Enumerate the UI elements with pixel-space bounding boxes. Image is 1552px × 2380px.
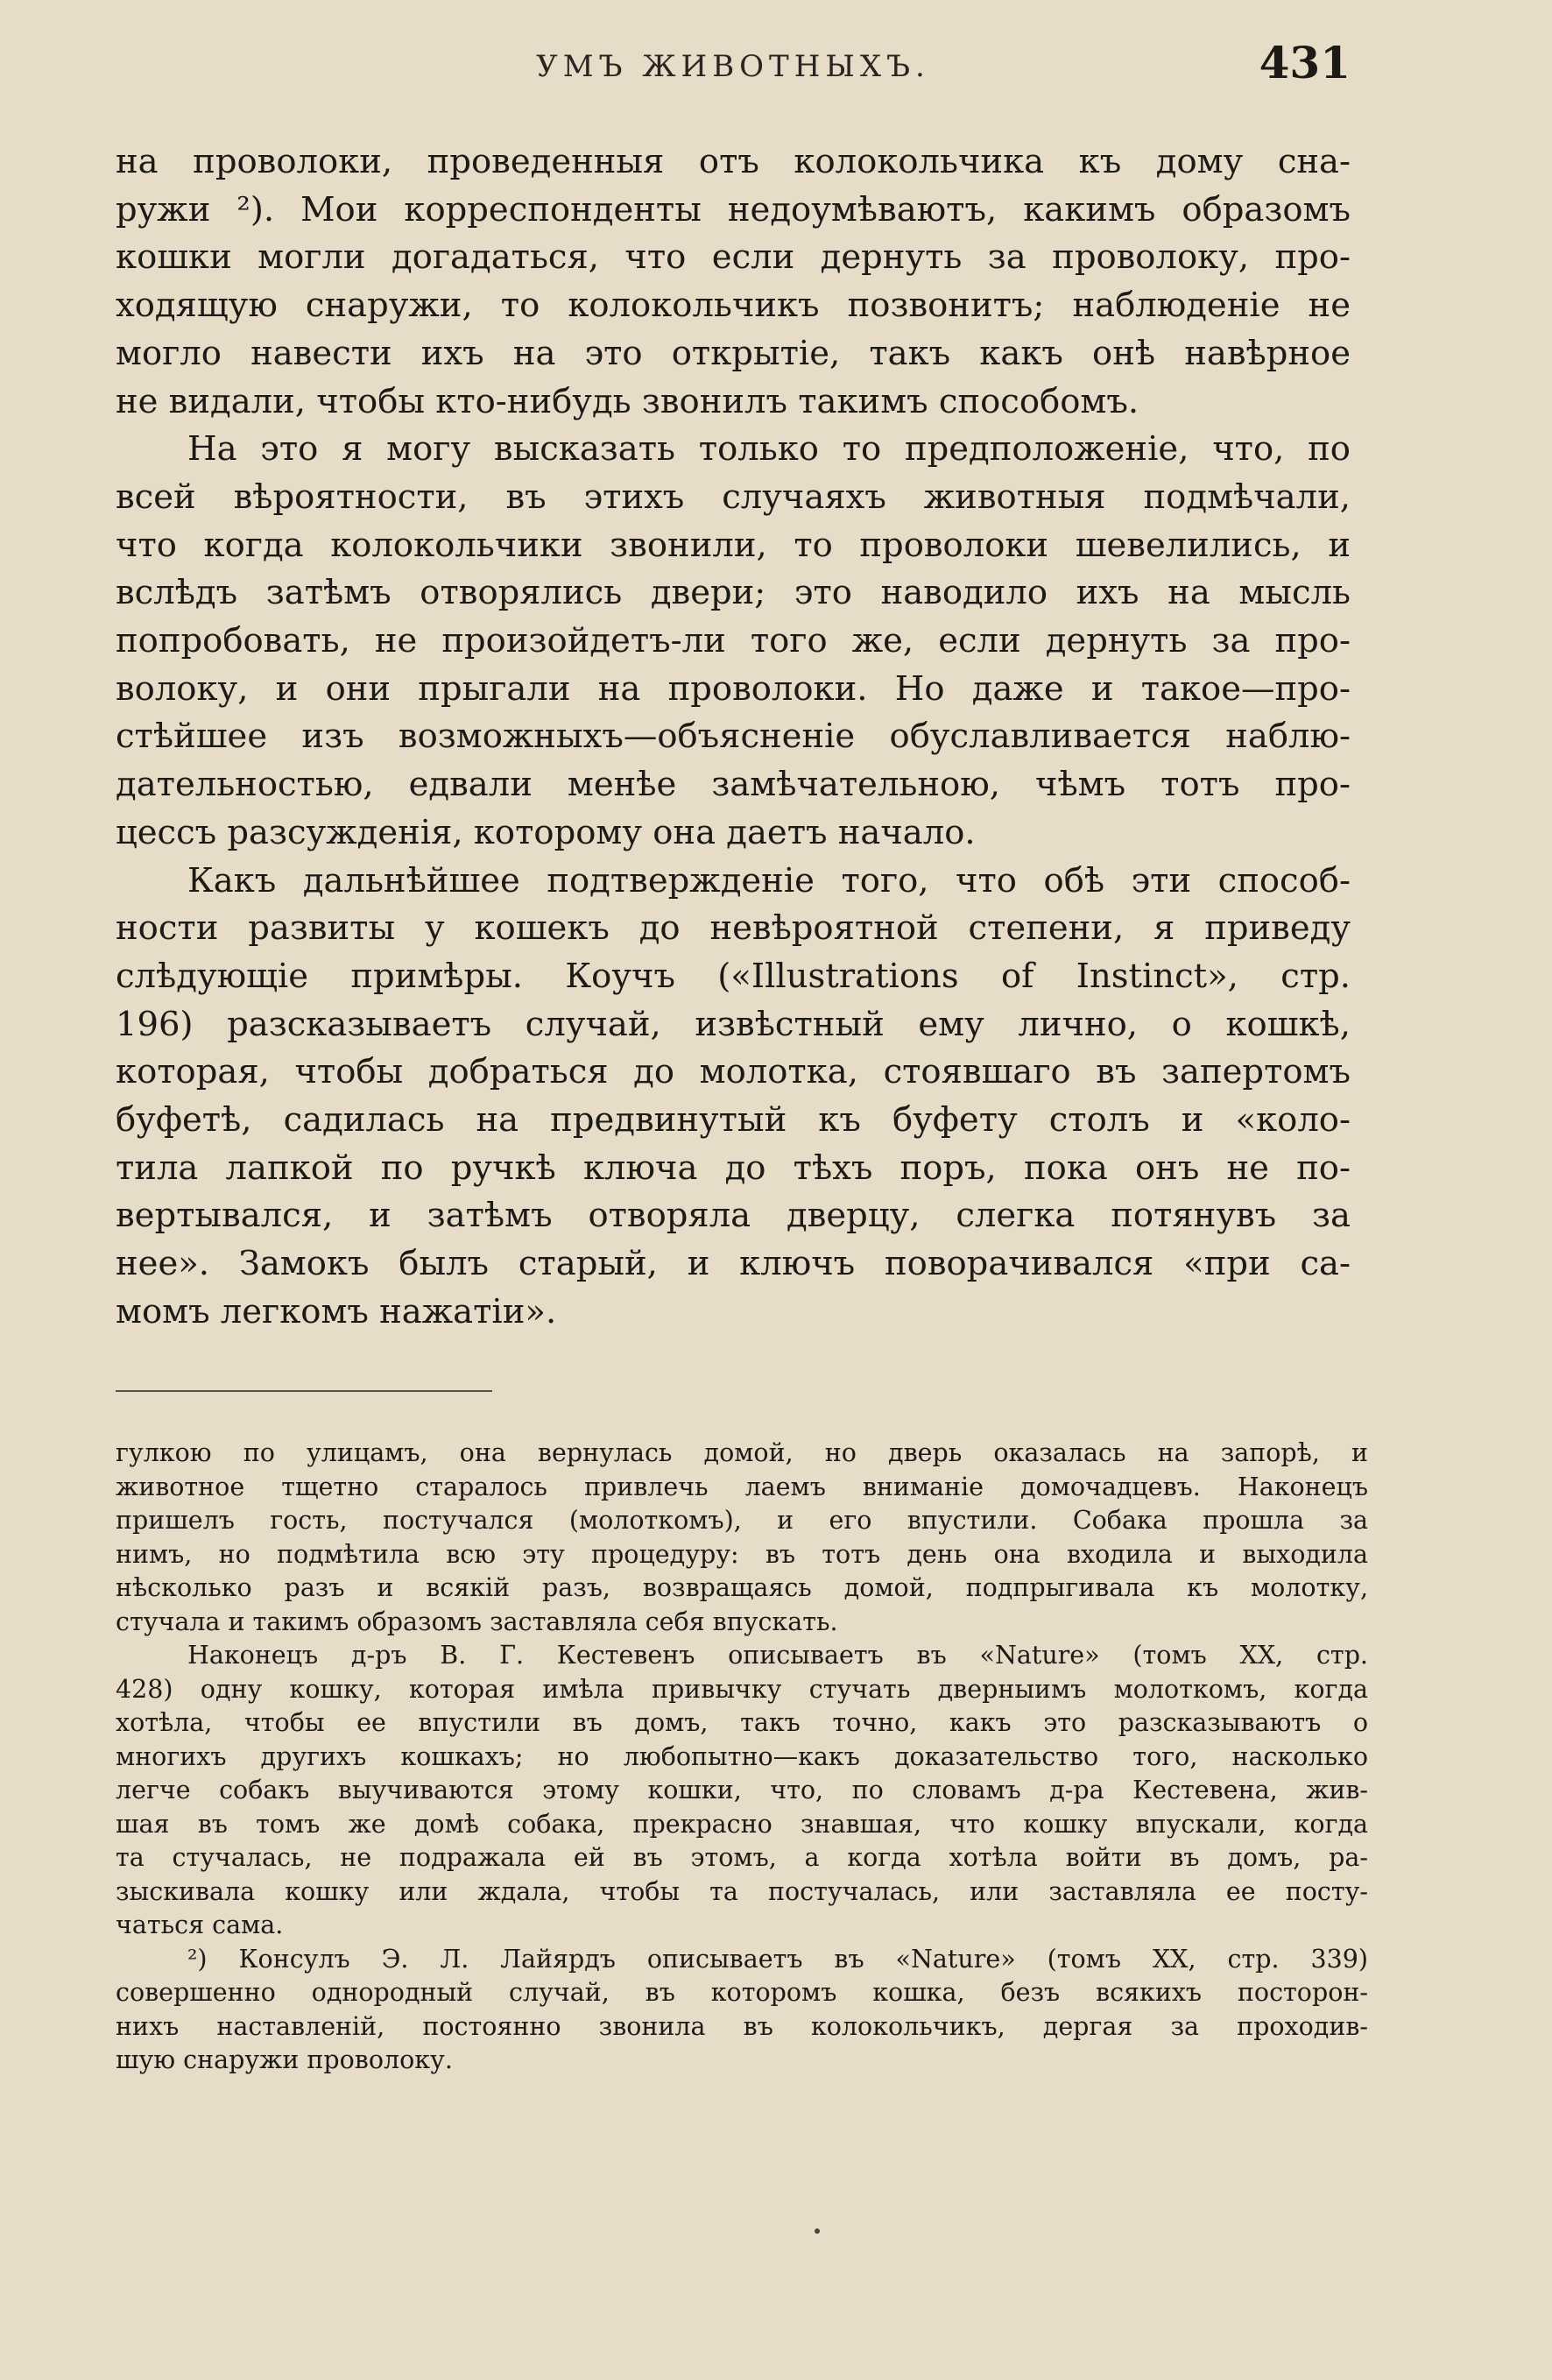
text-line: вертывался, и затѣмъ отворяла дверцу, слегка потянувъ за — [116, 1196, 1351, 1236]
text-line: попробовать, не произойдетъ-ли того же, если дернуть за про- — [116, 621, 1351, 661]
text-line: кошки могли догадаться, что если дернуть за проволоку, про- — [116, 237, 1351, 278]
footnote-continuation — [116, 1437, 1368, 1639]
footnote-line: зыскивала кошку или ждала, чтобы та постучалась, или заставляла ее посту- — [116, 1876, 1368, 1906]
footnote-line: шую снаружи проволоку. — [116, 2045, 453, 2074]
text-line: что когда колокольчики звонили, то проволоки шевелились, и — [116, 525, 1351, 565]
footnote-line: нимъ, но подмѣтила всю эту процедуру: въ тотъ день она входила и выходила — [116, 1539, 1368, 1569]
footnote-line: нихъ наставленій, постоянно звонила въ колокольчикъ, дергая за проходив- — [116, 2011, 1368, 2041]
text-line: нее». Замокъ былъ старый, и ключъ поворачивался «при са- — [116, 1244, 1351, 1284]
footnote-divider — [116, 1390, 492, 1392]
footnote-line: легче собакъ выучиваются этому кошки, что, по словамъ д-ра Кестевена, жив- — [116, 1776, 1368, 1804]
text-line: которая, чтобы добраться до молотка, стоявшаго въ запертомъ — [116, 1052, 1351, 1092]
text-line: На это я могу высказать только то предположеніе, что, по — [187, 429, 1351, 470]
footnote-line: чаться сама. — [116, 1910, 284, 1939]
footnote-2 — [116, 1943, 1368, 2078]
text-line: вслѣдъ затѣмъ отворялись двери; это наводило ихъ на мысль — [116, 573, 1351, 613]
footnote-line: хотѣла, чтобы ее впустили въ домъ, такъ точно, какъ это разсказываютъ о — [116, 1708, 1368, 1737]
text-line: тила лапкой по ручкѣ ключа до тѣхъ поръ, пока онъ не по- — [116, 1148, 1351, 1188]
print-speck — [815, 2228, 820, 2234]
text-line: на проволоки, проведенныя отъ колокольчика къ дому сна- — [116, 142, 1351, 181]
paragraph-2 — [116, 426, 1351, 857]
text-line: ходящую снаружи, то колокольчикъ позвонитъ; наблюденіе не — [116, 286, 1351, 326]
footnote-line: Наконецъ д-ръ В. Г. Кестевенъ описываетъ въ «Nature» (томъ XX, стр. — [187, 1641, 1368, 1670]
paragraph-1 — [116, 138, 1351, 426]
footnote-line: ²) Консулъ Э. Л. Лайярдъ описываетъ въ «Nature» (томъ XX, стр. 339) — [187, 1944, 1368, 1974]
footnote-line: совершенно однородный случай, въ которомъ кошка, безъ всякихъ посторон- — [116, 1978, 1368, 2007]
footnote-paragraph — [116, 1639, 1368, 1943]
page-number: 431 — [1259, 37, 1351, 88]
text-line: буфетѣ, садилась на предвинутый къ буфету столъ и «коло- — [116, 1100, 1351, 1141]
footnote-line: та стучалась, не подражала ей въ этомъ, а когда хотѣла войти въ домъ, ра- — [116, 1843, 1368, 1872]
footnote-line: стучала и такимъ образомъ заставляла себя впускать. — [116, 1607, 838, 1636]
text-line: ружи ²). Мои корреспонденты недоумѣваютъ, какимъ образомъ — [116, 189, 1351, 230]
main-text — [116, 138, 1351, 1337]
text-line: 196) разсказываетъ случай, извѣстный ему лично, о кошкѣ, — [116, 1004, 1351, 1044]
page-header — [116, 37, 1351, 98]
text-line: дательностью, едвали менѣе замѣчательною, чѣмъ тотъ про- — [116, 765, 1351, 805]
text-line: всей вѣроятности, въ этихъ случаяхъ животныя подмѣчали, — [116, 477, 1351, 517]
text-line: момъ легкомъ нажатіи». — [116, 1291, 557, 1331]
text-line: Какъ дальнѣйшее подтвержденіе того, что обѣ эти способ- — [187, 860, 1351, 900]
text-line: волоку, и они прыгали на проволоки. Но даже и такое—про- — [116, 668, 1351, 709]
footnote-line: пришелъ гость, постучался (молоткомъ), и его впустили. Собака прошла за — [116, 1506, 1368, 1535]
footnote-line: шая въ томъ же домѣ собака, прекрасно знавшая, что кошку впускали, когда — [116, 1809, 1368, 1839]
footnotes — [116, 1437, 1368, 2078]
running-head: УМЪ ЖИВОТНЫХЪ. — [536, 49, 930, 84]
text-line: не видали, чтобы кто-нибудь звонилъ такимъ способомъ. — [116, 381, 1139, 421]
footnote-line: нѣсколько разъ и всякій разъ, возвращаясь домой, подпрыгивала къ молотку, — [116, 1573, 1368, 1602]
footnote-line: многихъ другихъ кошкахъ; но любопытно—какъ доказательство того, насколько — [116, 1741, 1368, 1771]
text-line: ности развиты у кошекъ до невѣроятной степени, я приведу — [116, 908, 1351, 949]
text-line: могло навести ихъ на это открытіе, такъ какъ онѣ навѣрное — [116, 333, 1351, 373]
footnote-line: гулкою по улицамъ, она вернулась домой, но дверь оказалась на запорѣ, и — [116, 1438, 1368, 1467]
paragraph-3 — [116, 858, 1351, 1337]
text-line: слѣдующіе примѣры. Коучъ («Illustrations of Instinct», стр. — [116, 956, 1351, 996]
footnote-line: животное тщетно старалось привлечь лаемъ вниманіе домочадцевъ. Наконецъ — [116, 1472, 1368, 1501]
text-line: стѣйшее изъ возможныхъ—объясненіе обуславливается наблю- — [116, 717, 1351, 757]
text-line: цессъ разсужденія, которому она даетъ начало. — [116, 812, 976, 852]
footnote-line: 428) одну кошку, которая имѣла привычку стучать дверныимъ молоткомъ, когда — [116, 1674, 1368, 1704]
